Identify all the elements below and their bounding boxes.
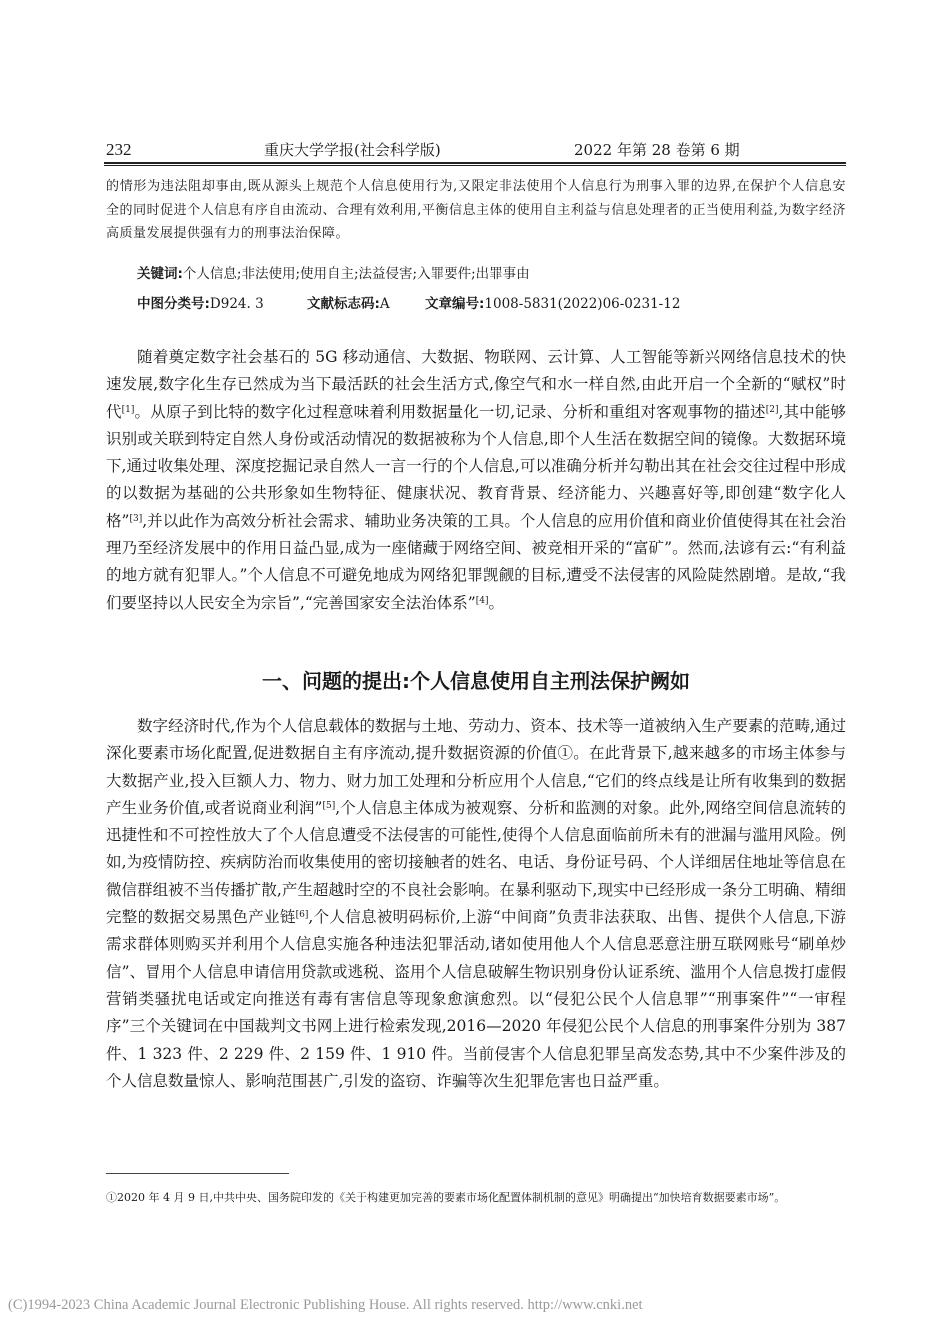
running-header — [104, 140, 846, 162]
section-heading: 一、问题的提出:个人信息使用自主刑法保护阙如 — [262, 669, 690, 693]
copyright-watermark: (C)1994-2023 China Academic Journal Electronic Publishing House. All rights reserved. http://www.cnki.net — [8, 1297, 643, 1313]
classification-line — [137, 294, 680, 314]
section1-paragraph-block — [106, 713, 846, 1095]
citation-ref[interactable]: [1] — [121, 404, 135, 415]
intro-paragraph: 随着奠定数字社会基石的 5G 移动通信、大数据、物联网、云计算、人工智能等新兴网络信息技术的快速发展,数字化生存已然成为当下最活跃的社会生活方式,像空气和水一样自然,由此开启一个全新的“赋权”时代[1]。从原子到比特的数字化过程意味着利用数据量化一切,记录、分析和重组对客观事物的描述[2],其中能够识别或关联到特定自然人身份或活动情况的数据被称为个人信息,即个人生活在数据空间的镜像。大数据环境下,通过收集处理、深度挖掘记录自然人一言一行的个人信息,可以准确分析并勾勒出其在社会交往过程中形成的以数据为基础的公共形象如生物特征、健康状况、教育背景、经济能力、兴趣喜好等,即创建“数字化人格”[3],并以此作为高效分析社会需求、辅助业务决策的工具。个人信息的应用价值和商业价值使得其在社会治理乃至经济发展中的作用日益凸显,成为一座储藏于网络空间、被竞相开采的“富矿”。然而,法谚有云:“有利益的地方就有犯罪人。”个人信息不可避免地成为网络犯罪觊觎的目标,遭受不法侵害的风险陡然剧增。是故,“我们要坚持以人民安全为宗旨”,“完善国家安全法治体系”[4]。 — [106, 348, 846, 612]
article-no-value: 1008-5831(2022)06-0231-12 — [484, 296, 681, 312]
page-number: 232 — [106, 140, 132, 159]
doc-code-value: A — [379, 296, 390, 312]
journal-name: 重庆大学学报(社会科学版) — [264, 141, 441, 159]
keywords-line — [137, 264, 530, 284]
footnote: ①2020 年 4 月 9 日,中共中央、国务院印发的《关于构建更加完善的要素市场化配置体制机制的意见》明确提出“加快培育数据要素市场”。 — [106, 1191, 786, 1204]
header-rule-thick — [104, 162, 846, 164]
section1-paragraph: 数字经济时代,作为个人信息载体的数据与土地、劳动力、资本、技术等一道被纳入生产要素的范畴,通过深化要素市场化配置,促进数据自主有序流动,提升数据资源的价值①。在此背景下,越来越多的市场主体参与大数据产业,投入巨额人力、物力、财力加工处理和分析应用个人信息,“它们的终点线是让所有收集到的数据产生业务价值,或者说商业利润”[5],个人信息主体成为被观察、分析和监测的对象。此外,网络空间信息流转的迅捷性和不可控性放大了个人信息遭受不法侵害的可能性,使得个人信息面临前所未有的泄漏与滥用风险。例如,为疫情防控、疾病防治而收集使用的密切接触者的姓名、电话、身份证号码、个人详细居住地址等信息在微信群组被不当传播扩散,产生超越时空的不良社会影响。在暴利驱动下,现实中已经形成一条分工明确、精细完整的数据交易黑色产业链[6],个人信息被明码标价,上游“中间商”负责非法获取、出售、提供个人信息,下游需求群体则购买并利用个人信息实施各种违法犯罪活动,诸如使用他人个人信息恶意注册互联网账号“刷单炒信”、冒用个人信息申请信用贷款或逃税、盗用个人信息破解生物识别身份认证系统、滥用个人信息拨打虚假营销类骚扰电话或定向推送有毒有害信息等现象愈演愈烈。以“侵犯公民个人信息罪”“刑事案件”“一审程序”三个关键词在中国裁判文书网上进行检索发现,2016—2020 年侵犯公民个人信息的刑事案件分别为 387 件、1 323 件、2 229 件、2 159 件、1 910 件。当前侵害个人信息犯罪呈高发态势,其中不少案件涉及的个人信息数量惊人、影响范围甚广,引发的盗窃、诈骗等次生犯罪危害也日益严重。 — [106, 717, 846, 1090]
abstract-block — [106, 175, 846, 246]
citation-ref[interactable]: [2] — [765, 404, 779, 415]
clc-value: D924. 3 — [209, 296, 264, 312]
citation-ref[interactable]: [5] — [322, 800, 336, 811]
keywords-value: 个人信息;非法使用;使用自主;法益侵害;入罪要件;出罪事由 — [182, 266, 530, 282]
citation-ref[interactable]: [6] — [295, 910, 309, 921]
keywords-label: 关键词: — [137, 266, 183, 282]
header-rule-thin — [104, 165, 846, 166]
clc-label: 中图分类号: — [137, 296, 210, 312]
intro-paragraph-block — [106, 344, 846, 617]
abstract-continuation: 的情形为违法阻却事由,既从源头上规范个人信息使用行为,又限定非法使用个人信息行为刑事入罪的边界,在保护个人信息安全的同时促进个人信息有序自由流动、合理有效利用,平衡信息主体的使用自主利益与信息处理者的正当使用利益,为数字经济高质量发展提供强有力的刑事法治保障。 — [106, 179, 846, 242]
issue-info: 2022 年第 28 卷第 6 期 — [574, 141, 740, 159]
footnote-rule — [106, 1173, 289, 1174]
citation-ref[interactable]: [4] — [475, 595, 489, 606]
article-no-label: 文章编号: — [425, 296, 485, 312]
doc-code-label: 文献标志码: — [307, 296, 380, 312]
citation-ref[interactable]: [3] — [129, 513, 143, 524]
